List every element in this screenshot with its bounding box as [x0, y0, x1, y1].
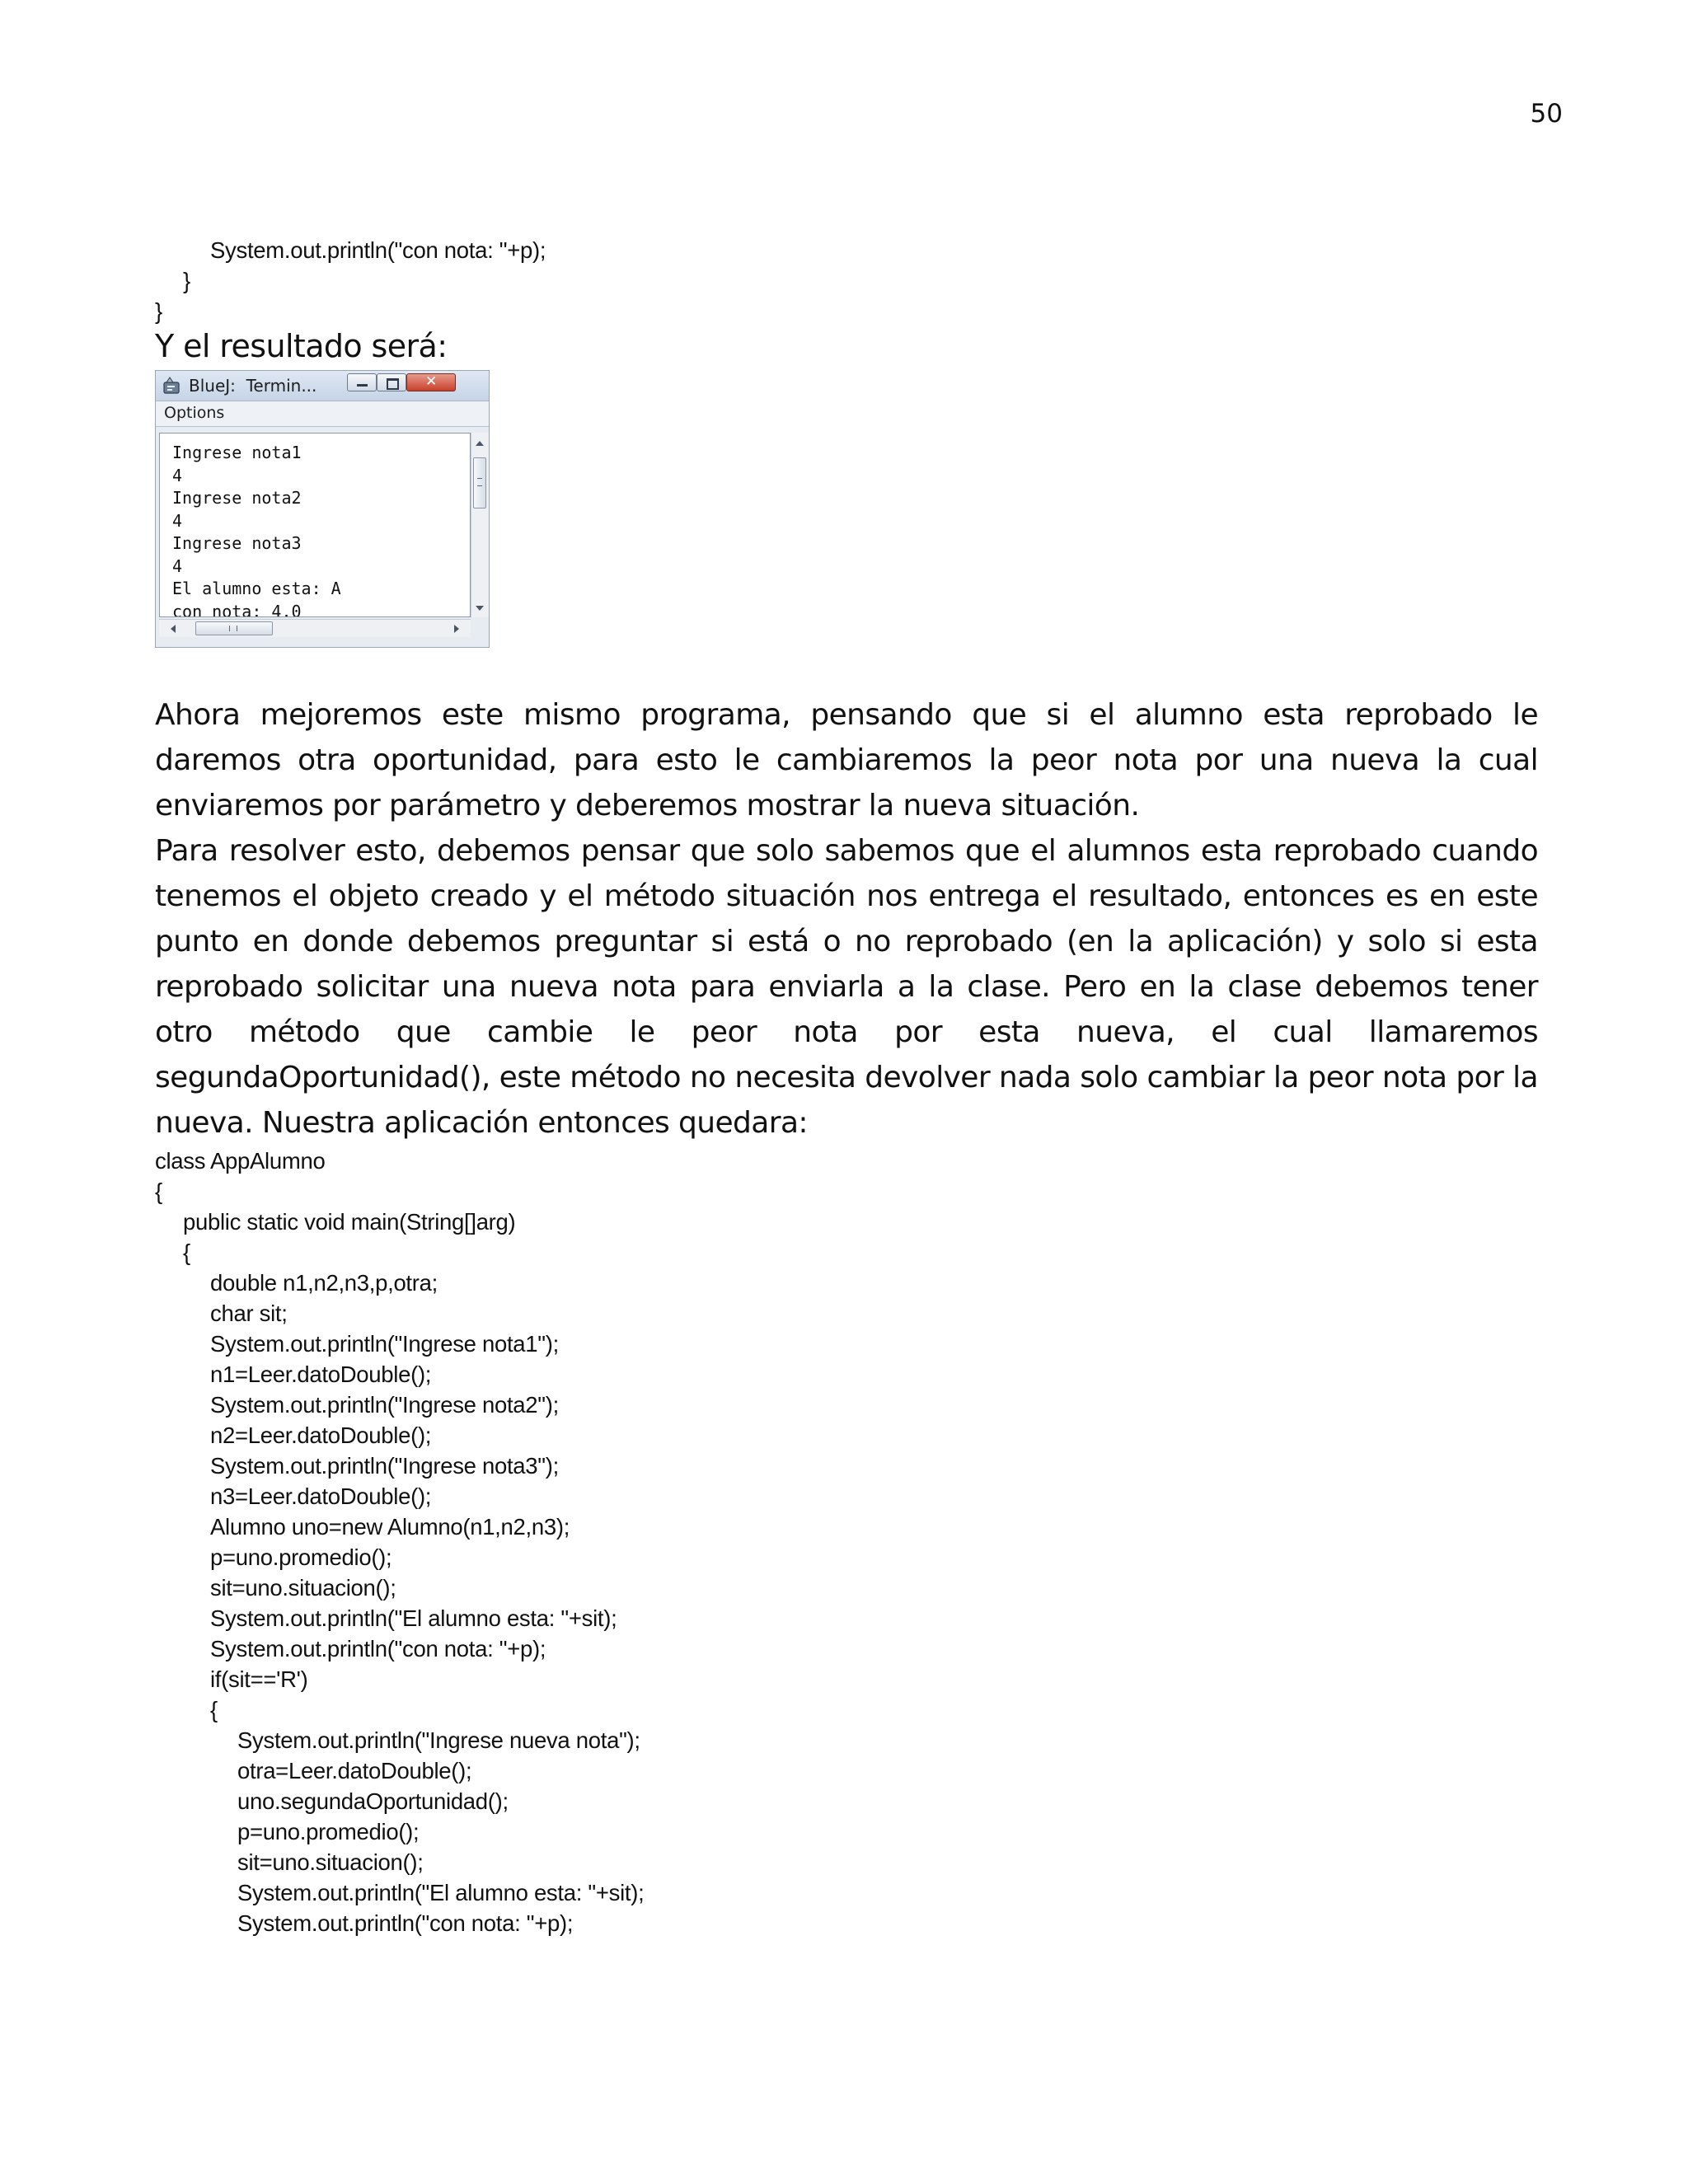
code-line: System.out.println("Ingrese nueva nota");	[237, 1727, 640, 1753]
scroll-down-arrow-icon[interactable]	[476, 606, 484, 611]
terminal-line: Ingrese nota1	[172, 443, 302, 462]
terminal-line: con nota: 4.0	[172, 601, 302, 617]
paragraph: Ahora mejoremos este mismo programa, pensando que si el alumno esta reprobado le daremos otra oportunidad, para esto le cambiaremos la peor nota por una nueva la cual enviaremos por parámetro y deberemos mostrar la nueva situación.	[155, 698, 1538, 823]
terminal-line: 4	[172, 555, 183, 576]
minimize-button[interactable]	[347, 373, 377, 391]
code-line: System.out.println("con nota: "+p);	[210, 237, 546, 263]
code-line: System.out.println("con nota: "+p);	[237, 1910, 574, 1936]
menu-options[interactable]: Options	[164, 404, 225, 422]
vertical-scroll-thumb[interactable]	[473, 457, 486, 509]
terminal-line: 4	[172, 510, 183, 531]
code-line: System.out.println("El alumno esta: "+sit);	[237, 1880, 645, 1905]
terminal-line: Ingrese nota2	[172, 488, 302, 508]
result-heading: Y el resultado será:	[155, 328, 448, 364]
code-line: {	[155, 1179, 162, 1204]
code-line: p=uno.promedio();	[237, 1819, 420, 1844]
terminal-menubar	[156, 401, 489, 427]
code-line: p=uno.promedio();	[210, 1544, 392, 1570]
code-line: n2=Leer.datoDouble();	[210, 1422, 432, 1448]
code-line: n1=Leer.datoDouble();	[210, 1361, 432, 1387]
code-line: System.out.println("Ingrese nota3");	[210, 1453, 559, 1479]
code-line: }	[155, 298, 162, 324]
code-block-main	[155, 1146, 644, 1938]
code-line: char sit;	[210, 1301, 288, 1326]
code-line: if(sit=='R')	[210, 1666, 308, 1692]
code-line: {	[183, 1240, 190, 1265]
code-line: public static void main(String[]arg)	[183, 1209, 516, 1235]
page-number: 50	[1530, 99, 1563, 129]
terminal-output[interactable]	[159, 433, 471, 617]
code-line: System.out.println("El alumno esta: "+sit);	[210, 1605, 617, 1631]
code-line: double n1,n2,n3,p,otra;	[210, 1270, 438, 1296]
vertical-scrollbar[interactable]	[471, 433, 489, 617]
terminal-title: BlueJ: Termin...	[189, 376, 317, 396]
code-line: sit=uno.situacion();	[210, 1575, 396, 1601]
code-line: sit=uno.situacion();	[237, 1849, 424, 1875]
terminal-line: El alumno esta: A	[172, 579, 341, 598]
terminal-line: 4	[172, 465, 183, 485]
code-block-top	[155, 235, 546, 326]
code-line: Alumno uno=new Alumno(n1,n2,n3);	[210, 1514, 570, 1540]
maximize-button[interactable]	[377, 373, 406, 391]
terminal-line: Ingrese nota3	[172, 533, 302, 553]
code-line: uno.segundaOportunidad();	[237, 1788, 509, 1814]
paragraph: Para resolver esto, debemos pensar que solo sabemos que el alumnos esta reprobado cuando tenemos el objeto creado y el método situación nos entrega el resultado, entonces es en este punto en donde debemos preguntar si está o no reprobado (en la aplicación) y solo si esta reprobado solicitar una nueva nota para enviarla a la clase. Pero en la clase debemos tener otro método que cambie le peor nota por esta nueva, el cual llamaremos segundaOportunidad(), este método no necesita devolver nada solo cambiar la peor nota por la nueva. Nuestra aplicación entonces quedara:	[155, 834, 1538, 1140]
code-line: otra=Leer.datoDouble();	[237, 1758, 472, 1783]
code-line: n3=Leer.datoDouble();	[210, 1483, 432, 1509]
bluej-terminal-window	[155, 370, 490, 648]
scroll-up-arrow-icon[interactable]	[476, 441, 484, 446]
horizontal-scrollbar[interactable]	[159, 619, 471, 637]
code-line: class AppAlumno	[155, 1148, 326, 1174]
body-text	[155, 692, 1538, 1146]
horizontal-scroll-thumb[interactable]	[195, 621, 273, 635]
code-line: }	[183, 268, 190, 293]
terminal-titlebar[interactable]	[156, 371, 489, 401]
code-line: System.out.println("con nota: "+p);	[210, 1636, 546, 1661]
bluej-app-icon	[162, 376, 182, 396]
code-line: {	[210, 1697, 218, 1722]
code-line: System.out.println("Ingrese nota2");	[210, 1392, 559, 1418]
scroll-left-arrow-icon[interactable]	[171, 625, 176, 633]
scroll-right-arrow-icon[interactable]	[454, 625, 459, 633]
code-line: System.out.println("Ingrese nota1");	[210, 1331, 559, 1357]
close-button[interactable]	[406, 373, 456, 391]
